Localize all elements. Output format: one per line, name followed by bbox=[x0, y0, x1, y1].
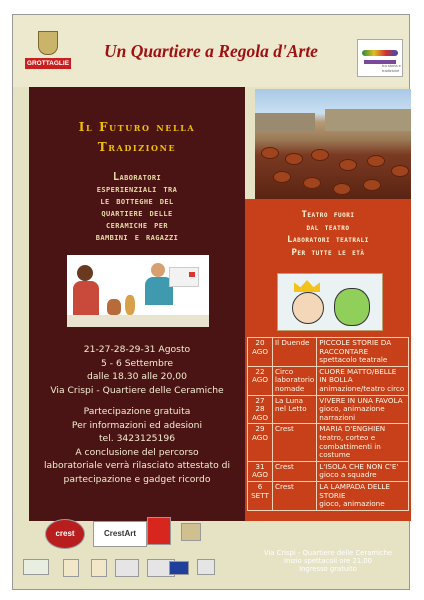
sponsor-logo-icon bbox=[197, 559, 215, 575]
event-details bbox=[317, 366, 409, 395]
info-line: partecipazione e gadget ricordo bbox=[63, 473, 211, 485]
participation-info bbox=[29, 405, 245, 486]
sponsor-logos bbox=[13, 507, 409, 591]
theatre-heading bbox=[245, 209, 411, 259]
crown-icon bbox=[294, 280, 320, 292]
teatro-line: dal teatro bbox=[306, 222, 350, 233]
rainbow-logo-icon bbox=[362, 50, 398, 56]
dates-august: 21-27-28-29-31 Agosto bbox=[83, 344, 191, 355]
table-row bbox=[248, 424, 409, 461]
crest-logo: crest bbox=[45, 519, 85, 549]
event-date: 27 28 AGO bbox=[248, 395, 273, 424]
table-row bbox=[248, 395, 409, 424]
event-type: animazione/teatro circo bbox=[319, 383, 405, 393]
sponsor-logo-icon bbox=[63, 559, 79, 577]
event-date: 20 AGO bbox=[248, 338, 273, 367]
vase-icon bbox=[125, 295, 135, 315]
event-details bbox=[317, 481, 409, 510]
info-line: laboratoriale verrà rilasciato attestato di bbox=[43, 460, 231, 471]
photo-building bbox=[255, 113, 315, 131]
workshops-heading bbox=[29, 171, 245, 243]
event-type: gioco, animazione bbox=[319, 499, 385, 509]
event-details bbox=[317, 461, 409, 481]
card-icon bbox=[169, 267, 199, 287]
lab-line: esperienziali tra bbox=[96, 183, 178, 195]
town-name: GROTTAGLIE bbox=[26, 60, 70, 67]
event-details bbox=[317, 395, 409, 424]
workshops-panel bbox=[29, 87, 245, 521]
poster bbox=[12, 14, 410, 590]
table-row bbox=[248, 461, 409, 481]
event-type: gioco, animazione narrazioni bbox=[319, 404, 385, 422]
photo-pot bbox=[363, 179, 381, 191]
event-company: Circo laboratorio nomade bbox=[273, 366, 317, 395]
teatro-line: Laboratori teatrali bbox=[287, 235, 369, 245]
photo-pot bbox=[261, 147, 279, 159]
heading-future bbox=[29, 117, 245, 157]
logo-tagline: tra storia e tradizione bbox=[382, 63, 401, 73]
grottaglie-logo bbox=[25, 31, 71, 77]
heading-line-1: Il Futuro nella bbox=[78, 120, 196, 134]
sponsor-logo-icon bbox=[23, 559, 49, 575]
child-body bbox=[73, 281, 99, 317]
sponsor-logo-icon bbox=[115, 559, 139, 577]
photo-pot bbox=[333, 183, 351, 195]
venue: Via Crispi - Quartiere delle Ceramiche bbox=[50, 384, 224, 396]
child-head-2 bbox=[151, 263, 165, 277]
time: dalle 18.30 alle 20,00 bbox=[87, 371, 187, 382]
photo-pot bbox=[391, 165, 409, 177]
program-table bbox=[247, 337, 409, 511]
table-row bbox=[248, 481, 409, 510]
lab-line: quartiere delle bbox=[101, 207, 173, 219]
lab-line: le botteghe del bbox=[100, 195, 174, 207]
photo-building bbox=[325, 109, 411, 131]
info-line: Per informazioni ed adesioni bbox=[71, 419, 203, 431]
photo-pot bbox=[311, 149, 329, 161]
event-title: CUORE MATTO/BELLE IN BOLLA bbox=[319, 366, 397, 385]
monster-face bbox=[334, 288, 370, 326]
event-date: 6 SETT bbox=[248, 481, 273, 510]
event-title: MARIA D'ENGHIEN bbox=[319, 424, 386, 434]
header bbox=[13, 15, 409, 87]
theatre-panel bbox=[245, 199, 411, 573]
workbench bbox=[67, 315, 209, 327]
info-line: A conclusione del percorso bbox=[75, 446, 199, 458]
event-title: PICCOLE STORIE DA RACCONTARE bbox=[319, 338, 392, 356]
event-title: L'ISOLA CHE NON C'E' bbox=[319, 461, 399, 471]
ceramics-illustration bbox=[67, 255, 209, 327]
child-head bbox=[77, 265, 93, 281]
event-title: LA LAMPADA DELLE STORIE bbox=[319, 481, 390, 500]
event-company: Il Duende bbox=[273, 338, 317, 367]
event-type: teatro, corteo e combattimenti in costume bbox=[319, 432, 381, 460]
event-date: 31 AGO bbox=[248, 461, 273, 481]
event-details bbox=[317, 424, 409, 461]
info-line: Partecipazione gratuita bbox=[83, 406, 191, 417]
eu-flag-icon bbox=[169, 561, 189, 575]
photo-pot bbox=[273, 171, 291, 183]
heading-line-2: Tradizione bbox=[97, 140, 177, 154]
schedule-info bbox=[29, 343, 245, 397]
event-details bbox=[317, 338, 409, 367]
event-date: 29 AGO bbox=[248, 424, 273, 461]
dates-september: 5 - 6 Settembre bbox=[100, 357, 174, 369]
sponsor-logo-icon bbox=[181, 523, 201, 541]
footer-venue: Via Crispi - Quartiere delle Ceramiche bbox=[263, 549, 393, 557]
shield-logo-icon bbox=[147, 517, 171, 545]
photo-pot bbox=[285, 153, 303, 165]
pot-icon bbox=[107, 299, 121, 315]
event-company: Crest bbox=[273, 461, 317, 481]
poster-title: Un Quartiere a Regola d'Arte bbox=[104, 41, 318, 61]
event-company: Crest bbox=[273, 481, 317, 510]
lab-line: Laboratori bbox=[112, 171, 162, 183]
teatro-line: Teatro fuori bbox=[301, 210, 355, 220]
crestart-logo: CrestArt bbox=[93, 521, 147, 547]
king-face bbox=[292, 292, 324, 324]
table-row bbox=[248, 366, 409, 395]
event-type: gioco a squadre bbox=[319, 470, 377, 480]
event-company: Crest bbox=[273, 424, 317, 461]
kids-drawing bbox=[277, 273, 383, 331]
table-row bbox=[248, 338, 409, 367]
sponsor-logo-icon bbox=[91, 559, 107, 577]
lab-line: ceramiche per bbox=[105, 219, 169, 231]
photo-pot bbox=[367, 155, 385, 167]
coat-of-arms-icon bbox=[38, 31, 58, 55]
phone-number: tel. 3423125196 bbox=[98, 433, 176, 444]
event-logo bbox=[357, 39, 403, 77]
lab-line: bambini e ragazzi bbox=[95, 231, 179, 243]
footer-entry: Ingresso gratuito bbox=[299, 565, 357, 573]
photo-pot bbox=[303, 177, 321, 189]
pottery-photo bbox=[255, 89, 411, 199]
event-company: La Luna nel Letto bbox=[273, 395, 317, 424]
event-date: 22 AGO bbox=[248, 366, 273, 395]
teatro-line: Per tutte le età bbox=[291, 247, 365, 258]
event-title: VIVERE IN UNA FAVOLA bbox=[319, 395, 403, 405]
event-type: spettacolo teatrale bbox=[319, 355, 388, 365]
footer-start-time: Inizio spettacoli ore 21,00 bbox=[284, 557, 372, 565]
photo-pot bbox=[339, 159, 357, 171]
